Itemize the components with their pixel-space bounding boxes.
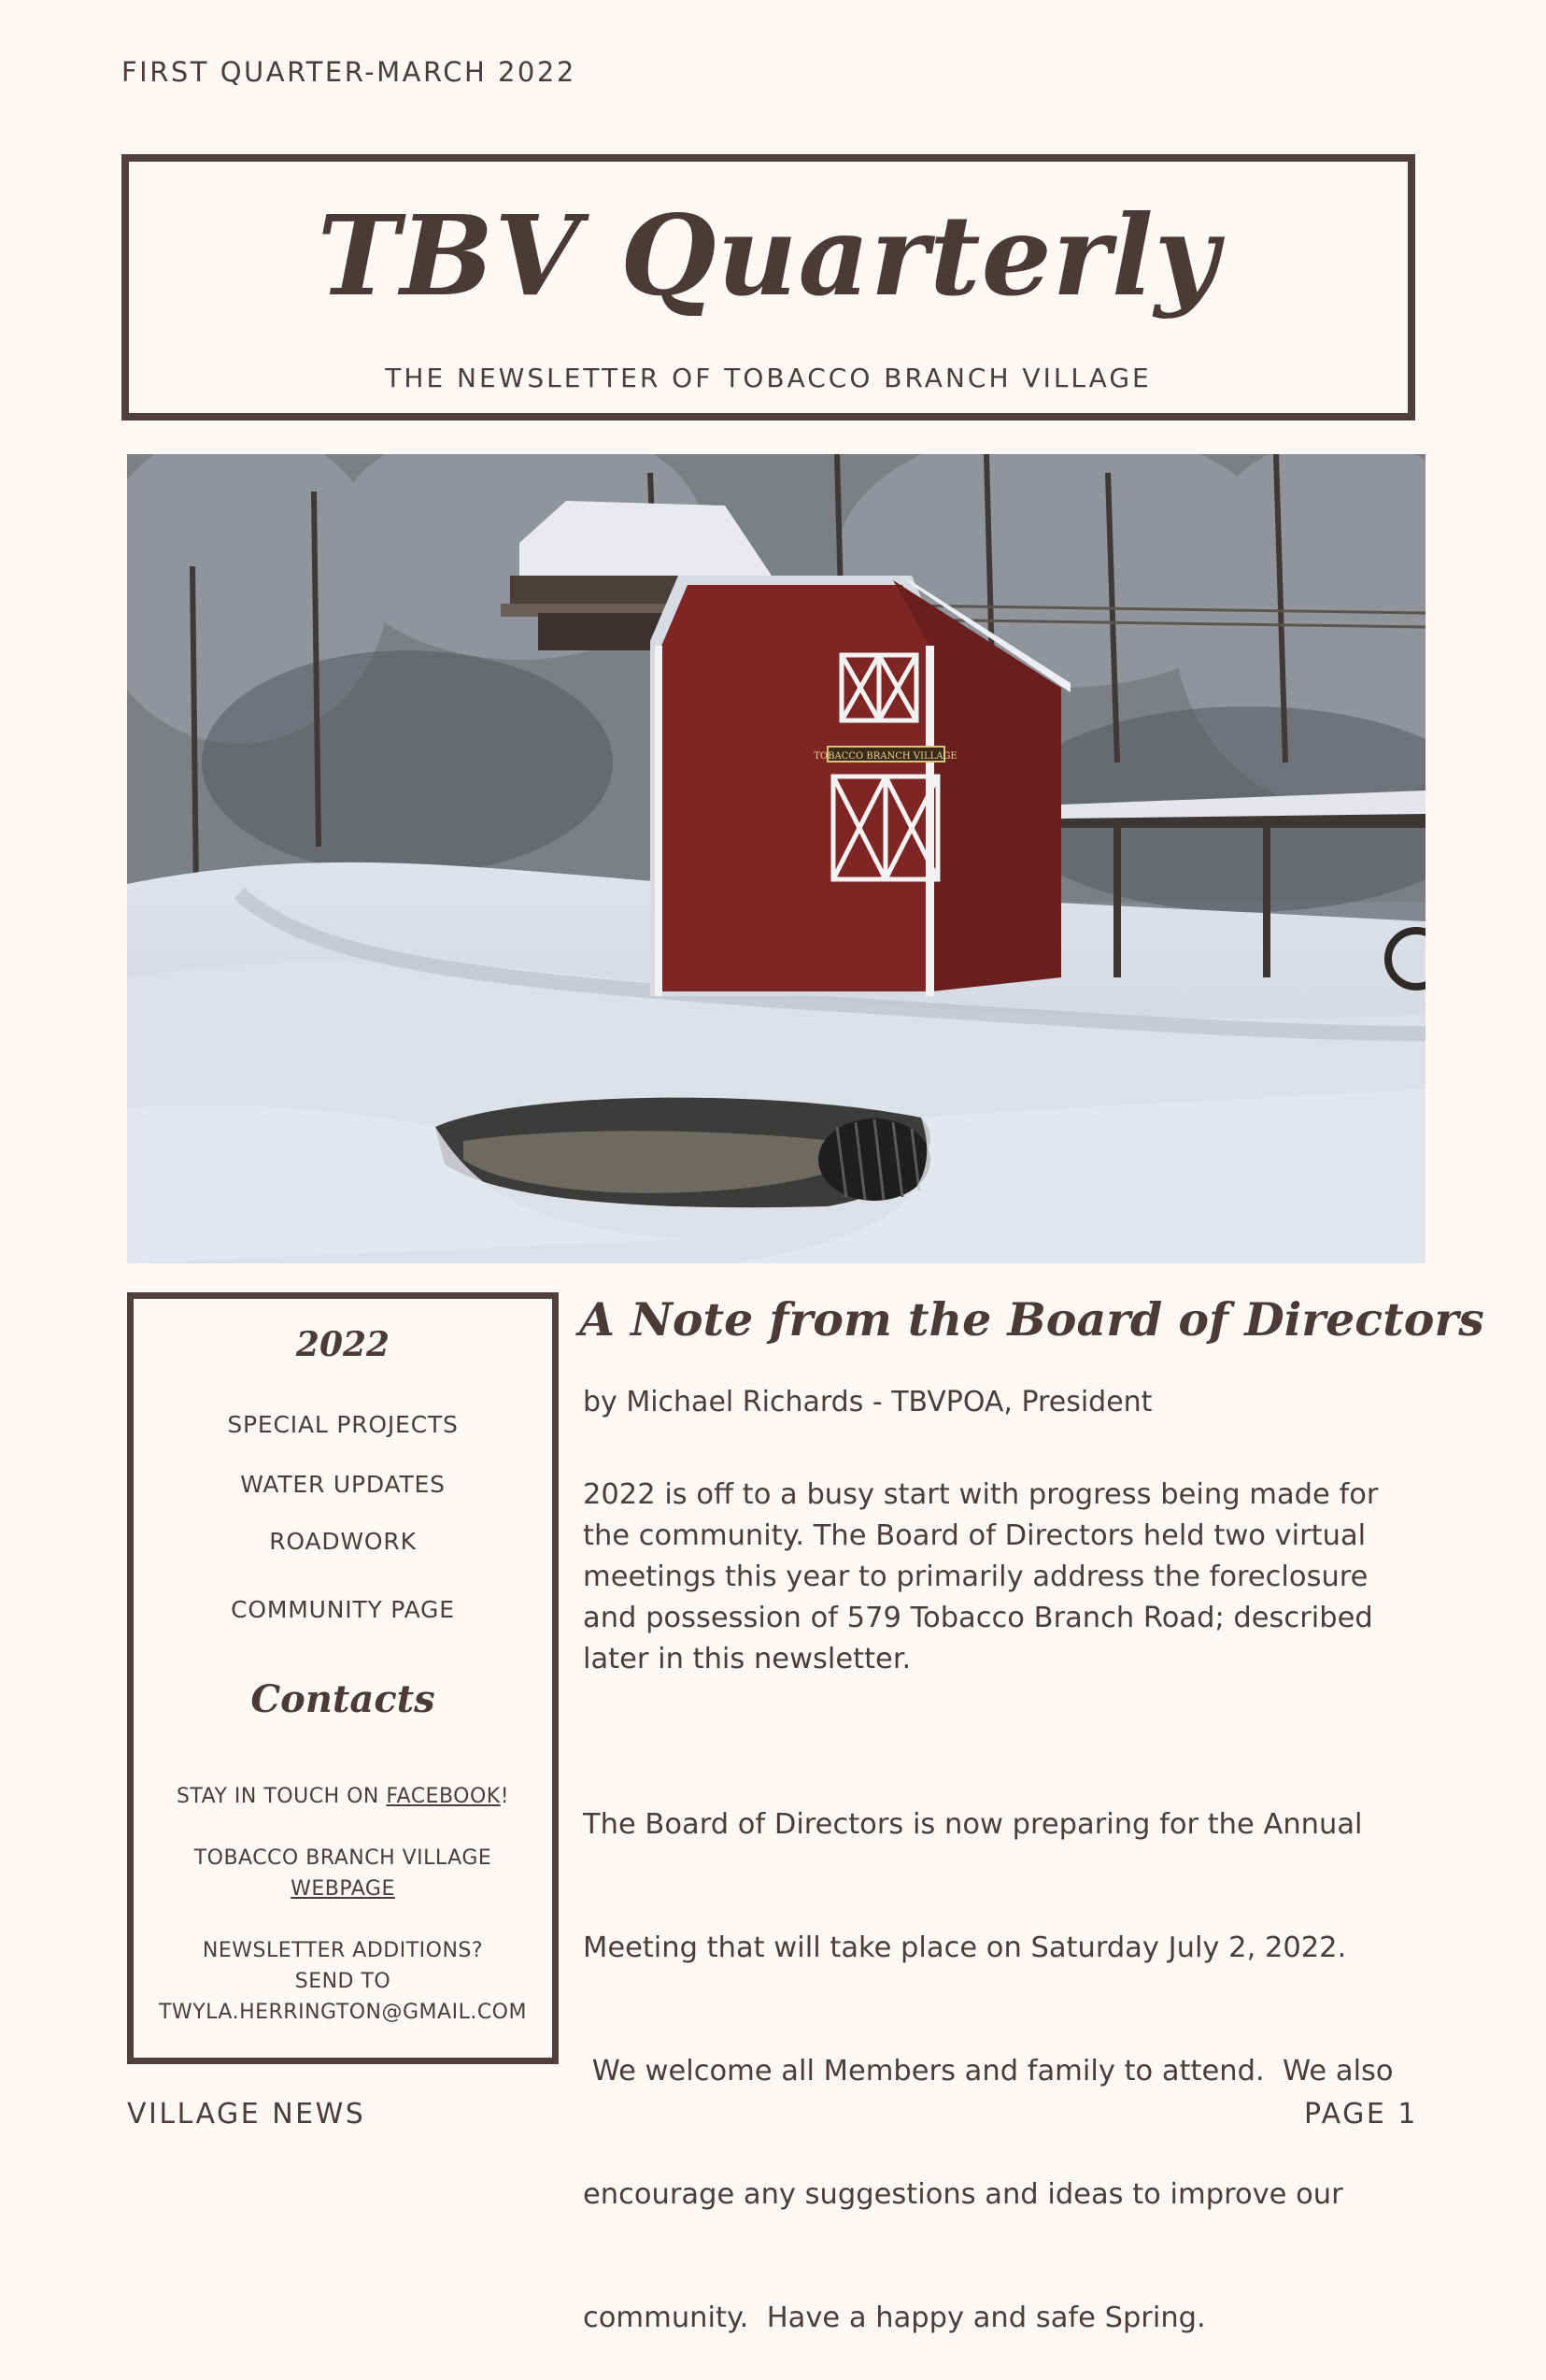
barn-sign: TOBACCO BRANCH VILLAGE — [814, 751, 957, 762]
sidebar-item-community-page: COMMUNITY PAGE — [231, 1596, 455, 1623]
facebook-line — [134, 1781, 552, 1812]
additions-send-to: SEND TO — [294, 1970, 391, 1993]
paragraph-line: 2022 is off to a busy start with progress being made for — [583, 1478, 1379, 1511]
webpage-link[interactable]: WEBPAGE — [291, 1877, 395, 1901]
paragraph-line: later in this newsletter. — [583, 1643, 912, 1675]
sidebar-item-special-projects: SPECIAL PROJECTS — [227, 1411, 459, 1438]
facebook-link[interactable]: FACEBOOK — [386, 1785, 501, 1808]
paragraph-line: The Board of Directors is now preparing for the Annual — [583, 1808, 1363, 1841]
contact-email[interactable]: TWYLA.HERRINGTON@GMAIL.COM — [159, 2001, 527, 2024]
barn-photo-illustration — [127, 454, 1425, 1263]
newsletter-additions-block — [134, 1935, 552, 2028]
paragraph-line: the community. The Board of Directors held two virtual — [583, 1519, 1367, 1552]
issue-kicker: FIRST QUARTER-MARCH 2022 — [121, 56, 576, 88]
additions-question: NEWSLETTER ADDITIONS? — [202, 1939, 484, 1962]
paragraph-line: meetings this year to primarily address the foreclosure — [583, 1561, 1369, 1593]
webpage-block — [134, 1843, 552, 1904]
article-byline: by Michael Richards - TBVPOA, President — [583, 1386, 1153, 1418]
sidebar-contents-box — [127, 1292, 559, 2064]
paragraph-line: We welcome all Members and family to attend. We also — [583, 2055, 1394, 2088]
paragraph-line: and possession of 579 Tobacco Branch Road; described — [583, 1602, 1373, 1634]
newsletter-title: TBV Quarterly — [317, 191, 1220, 321]
article-paragraph-1 — [583, 1475, 1424, 1680]
sidebar-year: 2022 — [295, 1325, 390, 1364]
paragraph-line: community. Have a happy and safe Spring. — [583, 2302, 1206, 2334]
sidebar-item-roadwork: ROADWORK — [269, 1528, 417, 1555]
newsletter-subtitle: THE NEWSLETTER OF TOBACCO BRANCH VILLAGE — [385, 363, 1152, 393]
paragraph-line: encourage any suggestions and ideas to improve our — [583, 2178, 1343, 2211]
paragraph-line: Meeting that will take place on Saturday July 2, 2022. — [583, 1931, 1347, 1964]
footer-section-name: VILLAGE NEWS — [127, 2098, 366, 2131]
page-number: PAGE 1 — [1304, 2098, 1418, 2131]
article-title: A Note from the Board of Directors — [579, 1292, 1484, 1347]
cover-photo-barn-in-snow — [127, 454, 1425, 1263]
webpage-label: TOBACCO BRANCH VILLAGE — [193, 1846, 492, 1870]
article-paragraph-2 — [583, 1722, 1424, 2380]
facebook-suffix: ! — [500, 1785, 510, 1808]
facebook-prefix: STAY IN TOUCH ON — [176, 1785, 387, 1808]
masthead — [121, 154, 1415, 420]
sidebar-item-water-updates: WATER UPDATES — [240, 1471, 446, 1498]
contacts-heading: Contacts — [250, 1677, 435, 1721]
